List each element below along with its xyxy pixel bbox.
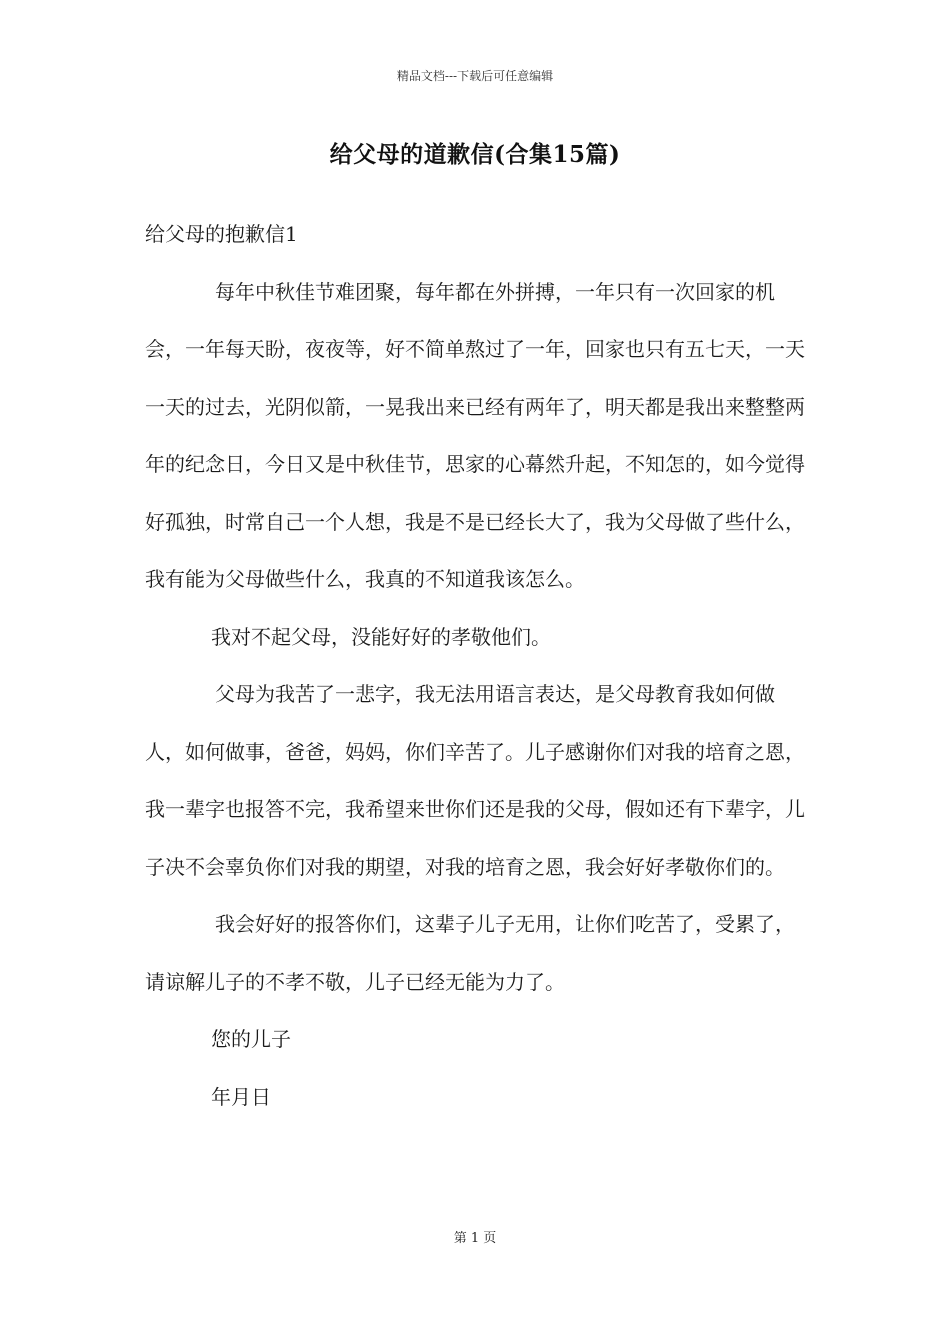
paragraph: 每年中秋佳节难团聚，每年都在外拼搏，一年只有一次回家的机会，一年每天盼，夜夜等，好不简单熬过了一年，回家也只有五七天，一天一天的过去，光阴似箭，一晃我出来已经有两年了，明天都是我出来整整两年的纪念日，今日又是中秋佳节，思家的心幕然升起，不知怎的，如今觉得好孤独，时常自己一个人想，我是不是已经长大了，我为父母做了些什么，我有能为父母做些什么，我真的不知道我该怎么。 bbox=[145, 279, 805, 591]
paragraph: 我对不起父母，没能好好的孝敬他们。 bbox=[211, 624, 551, 649]
paragraph: 我会好好的报答你们，这辈子儿子无用，让你们吃苦了，受累了，请谅解儿子的不孝不敬，儿子已经无能为力了。 bbox=[145, 912, 795, 994]
date-line: 年月日 bbox=[211, 1084, 271, 1109]
document-body bbox=[145, 206, 813, 1126]
page-header: 精品文档---下载后可任意编辑 bbox=[396, 69, 554, 83]
document-title: 给父母的道歉信(合集15篇) bbox=[329, 141, 621, 168]
signature: 您的儿子 bbox=[211, 1027, 291, 1051]
letter-heading: 给父母的抱歉信1 bbox=[145, 222, 298, 246]
page-number: 第 1 页 bbox=[453, 1231, 497, 1246]
paragraph: 父母为我苦了一悲字，我无法用语言表达，是父母教育我如何做人，如何做事，爸爸，妈妈，你们辛苦了。儿子感谢你们对我的培育之恩，我一辈字也报答不完，我希望来世你们还是我的父母，假如还有下辈字，儿子决不会辜负你们对我的期望，对我的培育之恩，我会好好孝敬你们的。 bbox=[145, 682, 805, 879]
